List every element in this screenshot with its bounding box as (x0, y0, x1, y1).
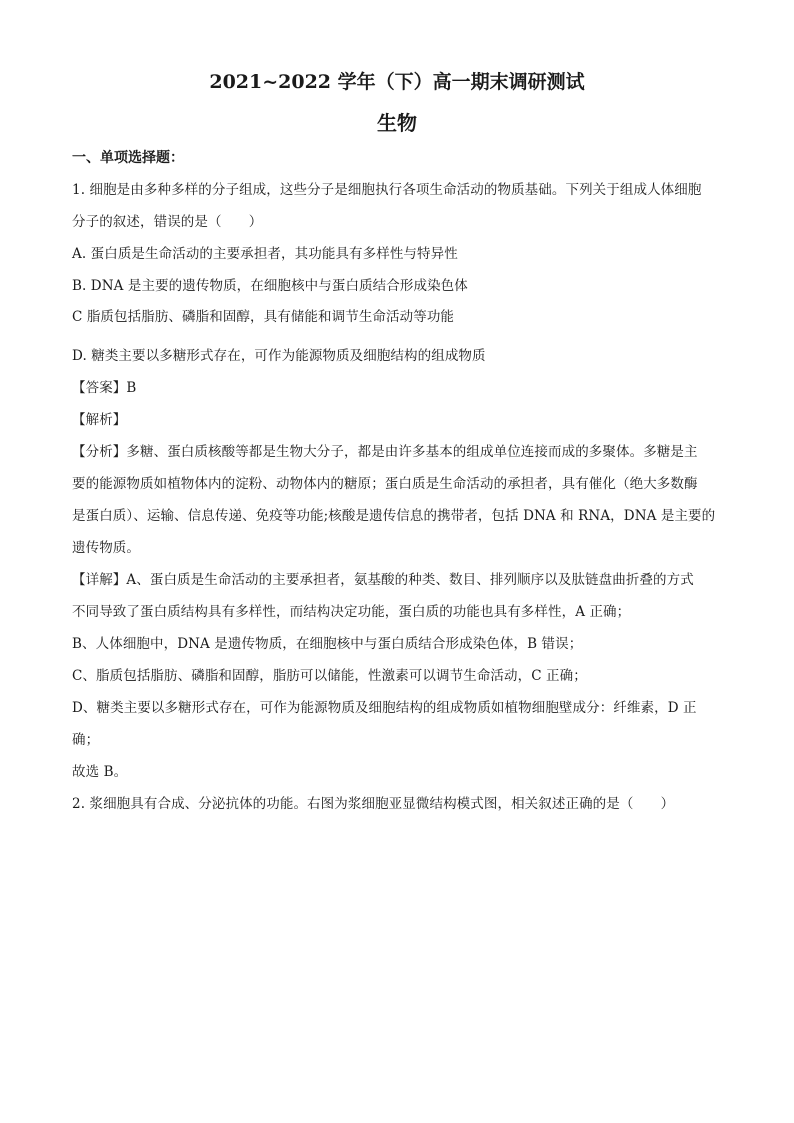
q1-stem-line-2: 分子的叙述，错误的是（ ） (72, 214, 263, 230)
q1-analysis-line-3: 是蛋白质）、运输、信息传递、免疫等功能;核酸是遗传信息的携带者，包括 DNA 和 RNA，DNA 是主要的 (72, 508, 716, 524)
document-page (72, 68, 722, 820)
subject-title: 生物 (377, 111, 417, 135)
q1-detail-line-4: C、脂质包括脂肪、磷脂和固醇，脂肪可以储能，性激素可以调节生命活动，C 正确； (72, 668, 587, 684)
q1-detail-line-6: 确； (72, 732, 100, 748)
q1-detail-line-2: 不同导致了蛋白质结构具有多样性，而结构决定功能，蛋白质的功能也具有多样性，A 正确； (72, 604, 631, 620)
q1-conclusion: 故选 B。 (72, 764, 128, 780)
q1-option-a: A. 蛋白质是生命活动的主要承担者，其功能具有多样性与特异性 (72, 246, 458, 262)
q1-detail-line-5: D、糖类主要以多糖形式存在，可作为能源物质及细胞结构的组成物质如植物细胞壁成分：纤维素，D 正 (72, 700, 697, 716)
question-2 (72, 788, 722, 820)
q1-stem-line-1: 1. 细胞是由多种多样的分子组成，这些分子是细胞执行各项生命活动的物质基础。下列关于组成人体细胞 (72, 182, 702, 198)
q1-option-b: B. DNA 是主要的遗传物质，在细胞核中与蛋白质结合形成染色体 (72, 278, 468, 294)
q1-detail-line-1: 【详解】A、蛋白质是生命活动的主要承担者，氨基酸的种类、数目、排列顺序以及肽链盘曲折叠的方式 (72, 572, 694, 588)
q1-analysis-line-4: 遗传物质。 (72, 540, 140, 556)
question-1 (72, 174, 722, 788)
q1-detail-line-3: B、人体细胞中，DNA 是遗传物质，在细胞核中与蛋白质结合形成染色体，B 错误； (72, 636, 583, 652)
q1-analysis-line-1: 【分析】多糖、蛋白质核酸等都是生物大分子，都是由许多基本的组成单位连接而成的多聚体。多糖是主 (72, 444, 698, 460)
q1-option-d: D. 糖类主要以多糖形式存在，可作为能源物质及细胞结构的组成物质 (72, 348, 486, 364)
section-heading: 一、单项选择题： (72, 150, 184, 166)
q1-analysis-heading: 【解析】 (72, 412, 127, 428)
q1-option-c: C 脂质包括脂肪、磷脂和固醇，具有储能和调节生命活动等功能 (72, 309, 455, 325)
q1-analysis-line-2: 要的能源物质如植物体内的淀粉、动物体内的糖原；蛋白质是生命活动的承担者，具有催化（绝大多数酶 (72, 476, 698, 492)
q2-stem-line-1: 2. 浆细胞具有合成、分泌抗体的功能。右图为浆细胞亚显微结构模式图，相关叙述正确的是（ ） (72, 796, 675, 812)
exam-title: 2021~2022 学年（下）高一期末调研测试 (209, 71, 585, 93)
q1-answer: 【答案】B (72, 380, 137, 396)
